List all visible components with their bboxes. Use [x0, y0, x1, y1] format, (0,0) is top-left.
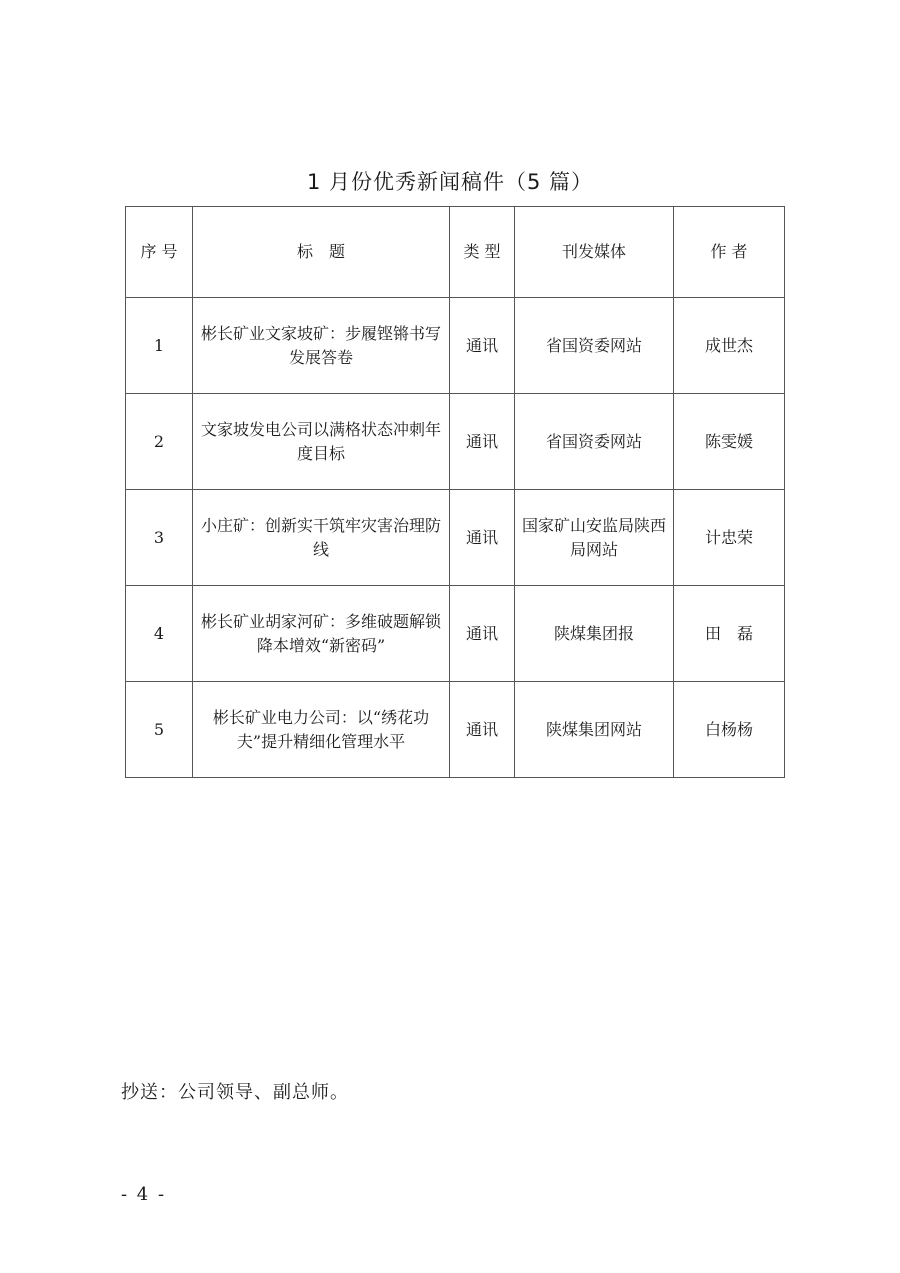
- cell-title: 文家坡发电公司以满格状态冲刺年度目标: [193, 394, 450, 490]
- header-title: 标 题: [193, 207, 450, 298]
- cell-title: 彬长矿业文家坡矿：步履铿锵书写发展答卷: [193, 298, 450, 394]
- table-row: [126, 394, 785, 490]
- table-header-row: [126, 207, 785, 298]
- cell-type: 通讯: [450, 298, 515, 394]
- table-row: [126, 298, 785, 394]
- cell-no: 1: [126, 298, 193, 394]
- cell-no: 3: [126, 490, 193, 586]
- table-row: [126, 682, 785, 778]
- page-number: - 4 -: [121, 1184, 167, 1205]
- cell-media: 省国资委网站: [515, 298, 674, 394]
- cell-type: 通讯: [450, 394, 515, 490]
- cell-title: 彬长矿业胡家河矿：多维破题解锁降本增效“新密码”: [193, 586, 450, 682]
- header-no: 序 号: [126, 207, 193, 298]
- cell-type: 通讯: [450, 682, 515, 778]
- cc-distribution-line: 抄送：公司领导、副总师。: [121, 1082, 349, 1103]
- header-media: 刊发媒体: [515, 207, 674, 298]
- cell-no: 5: [126, 682, 193, 778]
- header-author: 作 者: [674, 207, 785, 298]
- cell-type: 通讯: [450, 490, 515, 586]
- cell-title: 彬长矿业电力公司：以“绣花功夫”提升精细化管理水平: [193, 682, 450, 778]
- cell-type: 通讯: [450, 586, 515, 682]
- cell-author: 陈雯媛: [674, 394, 785, 490]
- document-title: 1 月份优秀新闻稿件（5 篇）: [306, 170, 594, 194]
- cell-author: 白杨杨: [674, 682, 785, 778]
- cell-no: 4: [126, 586, 193, 682]
- news-articles-table: [125, 206, 785, 778]
- table-row: [126, 586, 785, 682]
- cell-author: 田 磊: [674, 586, 785, 682]
- cell-media: 省国资委网站: [515, 394, 674, 490]
- cell-no: 2: [126, 394, 193, 490]
- header-type: 类 型: [450, 207, 515, 298]
- table-row: [126, 490, 785, 586]
- cell-title: 小庄矿：创新实干筑牢灾害治理防线: [193, 490, 450, 586]
- cell-media: 陕煤集团网站: [515, 682, 674, 778]
- cell-media: 陕煤集团报: [515, 586, 674, 682]
- cell-author: 成世杰: [674, 298, 785, 394]
- cell-author: 计忠荣: [674, 490, 785, 586]
- cell-media: 国家矿山安监局陕西局网站: [515, 490, 674, 586]
